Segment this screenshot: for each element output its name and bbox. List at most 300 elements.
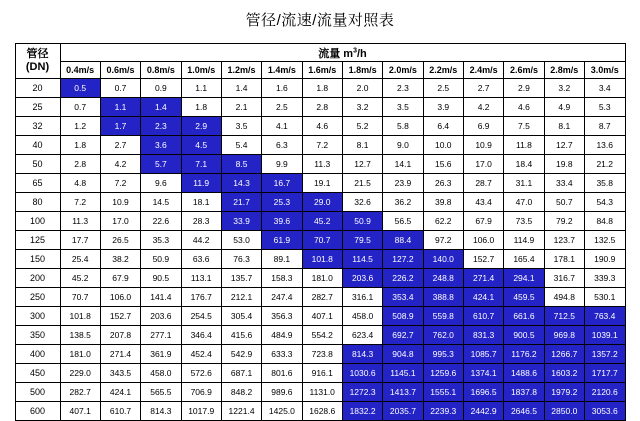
cell-flow: 8.1 <box>544 117 584 136</box>
cell-flow: 132.5 <box>584 231 625 250</box>
cell-flow: 1039.1 <box>584 326 625 345</box>
cell-dn: 150 <box>15 250 60 269</box>
cell-flow: 565.5 <box>141 383 181 402</box>
cell-flow: 19.8 <box>544 155 584 174</box>
cell-flow: 106.0 <box>463 231 503 250</box>
cell-flow: 79.5 <box>342 231 382 250</box>
cell-flow: 6.3 <box>262 136 302 155</box>
cell-flow: 50.7 <box>544 193 584 212</box>
cell-flow: 723.8 <box>302 345 342 364</box>
cell-dn: 32 <box>15 117 60 136</box>
cell-flow: 458.0 <box>342 307 382 326</box>
cell-dn: 400 <box>15 345 60 364</box>
page-title: 管径/流速/流量对照表 <box>245 12 395 29</box>
cell-dn: 350 <box>15 326 60 345</box>
table-head <box>15 44 625 79</box>
cell-flow: 47.0 <box>504 193 544 212</box>
cell-flow: 33.9 <box>221 212 261 231</box>
cell-flow: 2.7 <box>100 136 140 155</box>
cell-flow: 254.5 <box>181 307 221 326</box>
cell-flow: 706.9 <box>181 383 221 402</box>
cell-flow: 508.9 <box>383 307 423 326</box>
cell-flow: 12.7 <box>544 136 584 155</box>
cell-flow: 1.8 <box>60 136 100 155</box>
cell-flow: 53.0 <box>221 231 261 250</box>
cell-flow: 294.1 <box>504 269 544 288</box>
table-row <box>15 345 625 364</box>
cell-flow: 2646.5 <box>504 402 544 421</box>
cell-flow: 190.9 <box>584 250 625 269</box>
cell-flow: 3.2 <box>544 79 584 98</box>
cell-dn: 80 <box>15 193 60 212</box>
cell-flow: 141.4 <box>141 288 181 307</box>
header-speed-12: 2.8m/s <box>544 62 584 79</box>
cell-flow: 1357.2 <box>584 345 625 364</box>
cell-dn: 65 <box>15 174 60 193</box>
cell-flow: 114.9 <box>504 231 544 250</box>
cell-flow: 2.5 <box>423 79 463 98</box>
cell-flow: 282.7 <box>302 288 342 307</box>
cell-flow: 388.8 <box>423 288 463 307</box>
cell-flow: 29.0 <box>302 193 342 212</box>
cell-flow: 530.1 <box>584 288 625 307</box>
cell-flow: 1425.0 <box>262 402 302 421</box>
header-dn <box>15 44 60 79</box>
cell-flow: 900.5 <box>504 326 544 345</box>
cell-flow: 17.0 <box>100 212 140 231</box>
cell-flow: 916.1 <box>302 364 342 383</box>
cell-flow: 494.8 <box>544 288 584 307</box>
cell-flow: 623.4 <box>342 326 382 345</box>
table-row <box>15 288 625 307</box>
cell-flow: 9.9 <box>262 155 302 174</box>
cell-flow: 3.6 <box>141 136 181 155</box>
cell-flow: 10.0 <box>423 136 463 155</box>
cell-flow: 15.6 <box>423 155 463 174</box>
cell-flow: 610.7 <box>463 307 503 326</box>
cell-flow: 353.4 <box>383 288 423 307</box>
cell-flow: 687.1 <box>221 364 261 383</box>
cell-dn: 250 <box>15 288 60 307</box>
table-body <box>15 79 625 421</box>
header-speed-6: 1.6m/s <box>302 62 342 79</box>
cell-flow: 458.0 <box>141 364 181 383</box>
cell-flow: 61.9 <box>262 231 302 250</box>
cell-flow: 2035.7 <box>383 402 423 421</box>
cell-flow: 3.4 <box>584 79 625 98</box>
cell-flow: 762.0 <box>423 326 463 345</box>
cell-flow: 2.5 <box>262 98 302 117</box>
cell-flow: 45.2 <box>302 212 342 231</box>
cell-flow: 8.7 <box>584 117 625 136</box>
cell-flow: 831.3 <box>463 326 503 345</box>
cell-flow: 4.2 <box>463 98 503 117</box>
cell-flow: 1085.7 <box>463 345 503 364</box>
header-speed-5: 1.4m/s <box>262 62 302 79</box>
cell-flow: 16.7 <box>262 174 302 193</box>
cell-flow: 9.0 <box>383 136 423 155</box>
cell-flow: 88.4 <box>383 231 423 250</box>
cell-flow: 7.2 <box>302 136 342 155</box>
cell-flow: 1488.6 <box>504 364 544 383</box>
cell-flow: 424.1 <box>100 383 140 402</box>
header-speed-3: 1.0m/s <box>181 62 221 79</box>
cell-flow: 2442.9 <box>463 402 503 421</box>
cell-flow: 282.7 <box>60 383 100 402</box>
cell-flow: 3.9 <box>423 98 463 117</box>
cell-flow: 1017.9 <box>181 402 221 421</box>
table-row <box>15 212 625 231</box>
cell-flow: 50.9 <box>141 250 181 269</box>
cell-flow: 484.9 <box>262 326 302 345</box>
cell-flow: 203.6 <box>141 307 181 326</box>
cell-flow: 212.1 <box>221 288 261 307</box>
cell-flow: 1696.5 <box>463 383 503 402</box>
header-dn-line1: 管径 <box>26 48 49 61</box>
cell-flow: 178.1 <box>544 250 584 269</box>
cell-flow: 2.1 <box>221 98 261 117</box>
cell-flow: 1717.7 <box>584 364 625 383</box>
cell-flow: 1603.2 <box>544 364 584 383</box>
cell-flow: 17.0 <box>463 155 503 174</box>
cell-flow: 5.7 <box>141 155 181 174</box>
cell-flow: 90.5 <box>141 269 181 288</box>
cell-flow: 22.6 <box>141 212 181 231</box>
table-row <box>15 136 625 155</box>
cell-flow: 19.1 <box>302 174 342 193</box>
table-row <box>15 231 625 250</box>
cell-flow: 14.1 <box>383 155 423 174</box>
cell-dn: 200 <box>15 269 60 288</box>
cell-flow: 277.1 <box>141 326 181 345</box>
cell-flow: 26.3 <box>423 174 463 193</box>
header-speed-7: 1.8m/s <box>342 62 382 79</box>
header-speed-10: 2.4m/s <box>463 62 503 79</box>
cell-flow: 763.4 <box>584 307 625 326</box>
header-flow-prefix: 流量 m <box>318 47 354 60</box>
header-speed-2: 0.8m/s <box>141 62 181 79</box>
cell-flow: 152.7 <box>100 307 140 326</box>
cell-flow: 84.8 <box>584 212 625 231</box>
cell-flow: 138.5 <box>60 326 100 345</box>
cell-flow: 1221.4 <box>221 402 261 421</box>
cell-flow: 70.7 <box>302 231 342 250</box>
cell-dn: 125 <box>15 231 60 250</box>
header-speed-1: 0.6m/s <box>100 62 140 79</box>
cell-flow: 21.2 <box>584 155 625 174</box>
cell-flow: 181.0 <box>60 345 100 364</box>
cell-flow: 3.2 <box>342 98 382 117</box>
cell-flow: 572.6 <box>181 364 221 383</box>
cell-flow: 229.0 <box>60 364 100 383</box>
cell-flow: 9.6 <box>141 174 181 193</box>
cell-flow: 23.9 <box>383 174 423 193</box>
header-speed-4: 1.2m/s <box>221 62 261 79</box>
cell-flow: 2.7 <box>463 79 503 98</box>
cell-flow: 1266.7 <box>544 345 584 364</box>
cell-flow: 1.4 <box>141 98 181 117</box>
cell-flow: 63.6 <box>181 250 221 269</box>
cell-flow: 106.0 <box>100 288 140 307</box>
cell-flow: 176.7 <box>181 288 221 307</box>
cell-flow: 79.2 <box>544 212 584 231</box>
cell-flow: 2.8 <box>60 155 100 174</box>
cell-flow: 305.4 <box>221 307 261 326</box>
cell-flow: 4.5 <box>181 136 221 155</box>
cell-flow: 452.4 <box>181 345 221 364</box>
cell-flow: 44.2 <box>181 231 221 250</box>
table-row <box>15 326 625 345</box>
cell-flow: 633.3 <box>262 345 302 364</box>
cell-flow: 343.5 <box>100 364 140 383</box>
cell-flow: 6.4 <box>423 117 463 136</box>
cell-flow: 62.2 <box>423 212 463 231</box>
cell-flow: 56.5 <box>383 212 423 231</box>
cell-flow: 54.3 <box>584 193 625 212</box>
cell-flow: 5.8 <box>383 117 423 136</box>
cell-flow: 692.7 <box>383 326 423 345</box>
table-row <box>15 98 625 117</box>
cell-flow: 4.9 <box>544 98 584 117</box>
cell-dn: 100 <box>15 212 60 231</box>
cell-flow: 1131.0 <box>302 383 342 402</box>
cell-flow: 203.6 <box>342 269 382 288</box>
cell-flow: 25.4 <box>60 250 100 269</box>
cell-flow: 35.8 <box>584 174 625 193</box>
cell-flow: 45.2 <box>60 269 100 288</box>
cell-flow: 226.2 <box>383 269 423 288</box>
cell-dn: 300 <box>15 307 60 326</box>
cell-flow: 2.9 <box>181 117 221 136</box>
cell-flow: 1030.6 <box>342 364 382 383</box>
cell-flow: 67.9 <box>100 269 140 288</box>
table-row <box>15 117 625 136</box>
cell-flow: 7.2 <box>100 174 140 193</box>
table-row <box>15 79 625 98</box>
cell-flow: 316.1 <box>342 288 382 307</box>
cell-flow: 0.7 <box>100 79 140 98</box>
cell-flow: 1176.2 <box>504 345 544 364</box>
cell-flow: 248.8 <box>423 269 463 288</box>
cell-flow: 339.3 <box>584 269 625 288</box>
cell-flow: 13.6 <box>584 136 625 155</box>
header-speed-0: 0.4m/s <box>60 62 100 79</box>
table-row <box>15 193 625 212</box>
cell-flow: 7.1 <box>181 155 221 174</box>
cell-dn: 500 <box>15 383 60 402</box>
cell-flow: 1832.2 <box>342 402 382 421</box>
cell-flow: 346.4 <box>181 326 221 345</box>
cell-flow: 3.5 <box>221 117 261 136</box>
cell-flow: 2.9 <box>504 79 544 98</box>
cell-flow: 3.5 <box>383 98 423 117</box>
header-flow <box>60 44 625 62</box>
cell-flow: 271.4 <box>100 345 140 364</box>
cell-flow: 10.9 <box>100 193 140 212</box>
table-container <box>15 43 626 421</box>
table-row <box>15 307 625 326</box>
cell-flow: 207.8 <box>100 326 140 345</box>
cell-flow: 8.1 <box>342 136 382 155</box>
cell-flow: 848.2 <box>221 383 261 402</box>
cell-flow: 8.5 <box>221 155 261 174</box>
cell-flow: 26.5 <box>100 231 140 250</box>
table-row <box>15 174 625 193</box>
cell-flow: 904.8 <box>383 345 423 364</box>
cell-flow: 11.3 <box>302 155 342 174</box>
cell-flow: 271.4 <box>463 269 503 288</box>
cell-flow: 39.6 <box>262 212 302 231</box>
cell-flow: 11.8 <box>504 136 544 155</box>
cell-flow: 1.8 <box>302 79 342 98</box>
cell-flow: 38.2 <box>100 250 140 269</box>
cell-flow: 969.8 <box>544 326 584 345</box>
cell-flow: 127.2 <box>383 250 423 269</box>
cell-dn: 25 <box>15 98 60 117</box>
cell-flow: 712.5 <box>544 307 584 326</box>
cell-flow: 73.5 <box>504 212 544 231</box>
cell-flow: 1.2 <box>60 117 100 136</box>
cell-flow: 76.3 <box>221 250 261 269</box>
cell-flow: 21.7 <box>221 193 261 212</box>
cell-flow: 814.3 <box>342 345 382 364</box>
cell-flow: 1.1 <box>100 98 140 117</box>
cell-flow: 17.7 <box>60 231 100 250</box>
cell-flow: 165.4 <box>504 250 544 269</box>
cell-flow: 11.9 <box>181 174 221 193</box>
cell-flow: 10.9 <box>463 136 503 155</box>
cell-flow: 4.6 <box>302 117 342 136</box>
cell-dn: 450 <box>15 364 60 383</box>
cell-flow: 36.2 <box>383 193 423 212</box>
cell-flow: 101.8 <box>302 250 342 269</box>
cell-flow: 5.2 <box>342 117 382 136</box>
header-flow-suffix: /h <box>356 47 367 60</box>
cell-flow: 1555.1 <box>423 383 463 402</box>
cell-flow: 135.7 <box>221 269 261 288</box>
cell-flow: 1.8 <box>181 98 221 117</box>
cell-flow: 18.4 <box>504 155 544 174</box>
cell-flow: 1272.3 <box>342 383 382 402</box>
cell-flow: 35.3 <box>141 231 181 250</box>
cell-dn: 40 <box>15 136 60 155</box>
cell-flow: 356.3 <box>262 307 302 326</box>
cell-flow: 1413.7 <box>383 383 423 402</box>
cell-flow: 0.5 <box>60 79 100 98</box>
cell-flow: 152.7 <box>463 250 503 269</box>
cell-flow: 814.3 <box>141 402 181 421</box>
cell-flow: 158.3 <box>262 269 302 288</box>
cell-flow: 28.3 <box>181 212 221 231</box>
cell-flow: 559.8 <box>423 307 463 326</box>
cell-flow: 989.6 <box>262 383 302 402</box>
cell-flow: 3053.6 <box>584 402 625 421</box>
header-speed-8: 2.0m/s <box>383 62 423 79</box>
cell-flow: 2239.3 <box>423 402 463 421</box>
table-row <box>15 383 625 402</box>
cell-flow: 361.9 <box>141 345 181 364</box>
table-row <box>15 402 625 421</box>
cell-dn: 20 <box>15 79 60 98</box>
cell-flow: 2.3 <box>383 79 423 98</box>
cell-dn: 600 <box>15 402 60 421</box>
cell-flow: 1.7 <box>100 117 140 136</box>
cell-flow: 7.5 <box>504 117 544 136</box>
table-row <box>15 364 625 383</box>
cell-flow: 7.2 <box>60 193 100 212</box>
cell-flow: 12.7 <box>342 155 382 174</box>
pipe-flow-table <box>15 43 626 421</box>
cell-flow: 1.1 <box>181 79 221 98</box>
cell-flow: 424.1 <box>463 288 503 307</box>
cell-flow: 2.3 <box>141 117 181 136</box>
cell-flow: 247.4 <box>262 288 302 307</box>
cell-flow: 4.2 <box>100 155 140 174</box>
cell-flow: 28.7 <box>463 174 503 193</box>
cell-flow: 140.0 <box>423 250 463 269</box>
cell-flow: 1979.2 <box>544 383 584 402</box>
cell-flow: 542.9 <box>221 345 261 364</box>
cell-flow: 31.1 <box>504 174 544 193</box>
cell-flow: 0.7 <box>60 98 100 117</box>
cell-flow: 21.5 <box>342 174 382 193</box>
cell-flow: 18.1 <box>181 193 221 212</box>
cell-flow: 25.3 <box>262 193 302 212</box>
header-dn-line2: (DN) <box>25 61 50 73</box>
header-speed-11: 2.6m/s <box>504 62 544 79</box>
cell-flow: 67.9 <box>463 212 503 231</box>
table-row <box>15 155 625 174</box>
cell-flow: 1837.8 <box>504 383 544 402</box>
cell-flow: 11.3 <box>60 212 100 231</box>
cell-flow: 5.4 <box>221 136 261 155</box>
cell-flow: 14.5 <box>141 193 181 212</box>
header-speed-13: 3.0m/s <box>584 62 625 79</box>
cell-flow: 114.5 <box>342 250 382 269</box>
cell-flow: 97.2 <box>423 231 463 250</box>
cell-flow: 4.1 <box>262 117 302 136</box>
cell-flow: 610.7 <box>100 402 140 421</box>
cell-flow: 181.0 <box>302 269 342 288</box>
cell-flow: 2.0 <box>342 79 382 98</box>
table-row <box>15 250 625 269</box>
cell-flow: 1259.6 <box>423 364 463 383</box>
cell-flow: 1.4 <box>221 79 261 98</box>
cell-flow: 101.8 <box>60 307 100 326</box>
cell-flow: 39.8 <box>423 193 463 212</box>
header-speed-9: 2.2m/s <box>423 62 463 79</box>
cell-flow: 32.6 <box>342 193 382 212</box>
header-row-top <box>15 44 625 62</box>
cell-flow: 459.5 <box>504 288 544 307</box>
cell-flow: 407.1 <box>60 402 100 421</box>
cell-flow: 2850.0 <box>544 402 584 421</box>
cell-flow: 43.4 <box>463 193 503 212</box>
cell-flow: 1145.1 <box>383 364 423 383</box>
cell-flow: 995.3 <box>423 345 463 364</box>
cell-flow: 5.3 <box>584 98 625 117</box>
cell-flow: 1374.1 <box>463 364 503 383</box>
cell-flow: 407.1 <box>302 307 342 326</box>
cell-flow: 89.1 <box>262 250 302 269</box>
cell-flow: 415.6 <box>221 326 261 345</box>
cell-flow: 33.4 <box>544 174 584 193</box>
cell-flow: 70.7 <box>60 288 100 307</box>
cell-flow: 554.2 <box>302 326 342 345</box>
cell-flow: 50.9 <box>342 212 382 231</box>
cell-flow: 316.7 <box>544 269 584 288</box>
header-row-speeds <box>15 62 625 79</box>
